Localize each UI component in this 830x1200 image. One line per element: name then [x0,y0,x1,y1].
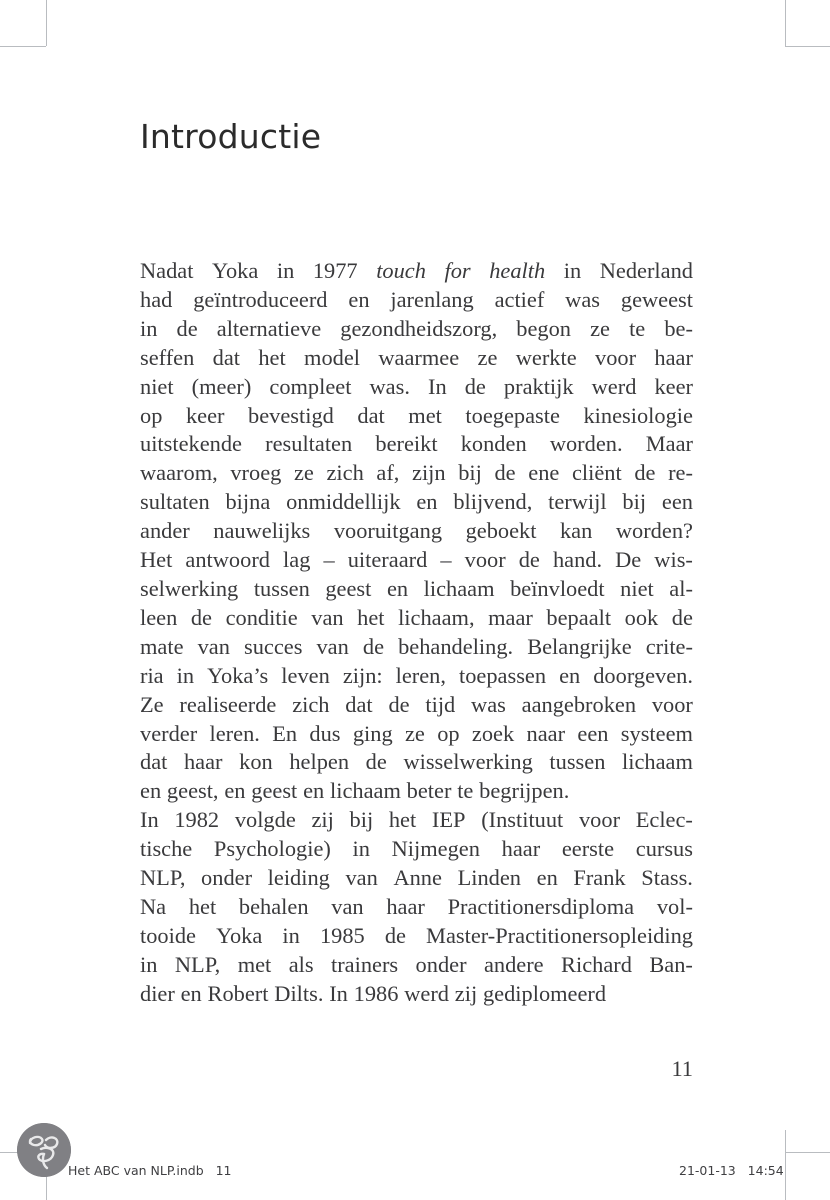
body-line: ria in Yoka’s leven zijn: leren, toepassen en doorgeven. [140,662,693,688]
body-line: selwerking tussen geest en lichaam beïnvloedt niet al- [140,575,693,601]
text-column [140,0,693,1009]
page-number: 11 [671,1056,693,1081]
crop-mark-top-left-horizontal [0,46,46,47]
body-line: Het antwoord lag – uiteraard – voor de hand. De wis- [140,547,693,573]
crop-mark-top-right-horizontal [785,46,830,47]
publisher-monogram-logo-icon [17,1123,71,1177]
imposition-file-name: Het ABC van NLP.indb 11 [68,1163,232,1178]
body-line: sultaten bijna onmiddellijk en blijvend, terwijl bij een [140,489,693,515]
crop-mark-bottom-right-horizontal [785,1152,830,1153]
body-line: Ze realiseerde zich dat de tijd was aangebroken voor [140,691,693,717]
body-line: tische Psychologie) in Nijmegen haar eerste cursus [140,836,693,862]
body-line: In 1982 volgde zij bij het IEP (Instituut voor Eclec- [140,807,693,833]
body-line: had geïntroduceerd en jarenlang actief was geweest [140,286,693,312]
body-line: dier en Robert Dilts. In 1986 werd zij gediplomeerd [140,980,607,1006]
crop-mark-bottom-right-vertical [785,1130,786,1200]
body-line: mate van succes van de behandeling. Belangrijke crite- [140,633,693,659]
body-paragraph [140,153,693,1009]
body-line: op keer bevestigd dat met toegepaste kinesiologie [140,402,693,428]
crop-mark-top-right-vertical [785,0,786,46]
body-line: waarom, vroeg ze zich af, zijn bij de ene cliënt de re- [140,460,693,486]
body-line: in de alternatieve gezondheidszorg, begon ze te be- [140,315,693,341]
page-title: Introductie [140,117,322,156]
body-line: ander nauwelijks vooruitgang geboekt kan worden? [140,518,693,544]
imposition-timestamp: 21-01-13 14:54 [679,1163,784,1178]
body-line: uitstekende resultaten bereikt konden worden. Maar [140,431,693,457]
body-line: Nadat Yoka in 1977 touch for health in Nederland [140,258,693,283]
crop-mark-top-left-vertical [46,0,47,46]
body-line: verder leren. En dus ging ze op zoek naar een systeem [140,720,693,746]
body-line: leen de conditie van het lichaam, maar bepaalt ook de [140,604,693,630]
body-line: NLP, onder leiding van Anne Linden en Frank Stass. [140,865,693,891]
body-line: en geest, en geest en lichaam beter te begrijpen. [140,778,570,804]
body-line: in NLP, met als trainers onder andere Richard Ban- [140,951,693,977]
body-line: dat haar kon helpen de wisselwerking tussen lichaam [140,749,693,775]
body-line: seffen dat het model waarmee ze werkte voor haar [140,344,693,370]
body-line: niet (meer) compleet was. In de praktijk werd keer [140,373,693,399]
body-line: Na het behalen van haar Practitionersdiploma vol- [140,893,693,919]
body-line: tooide Yoka in 1985 de Master-Practitionersopleiding [140,922,693,948]
